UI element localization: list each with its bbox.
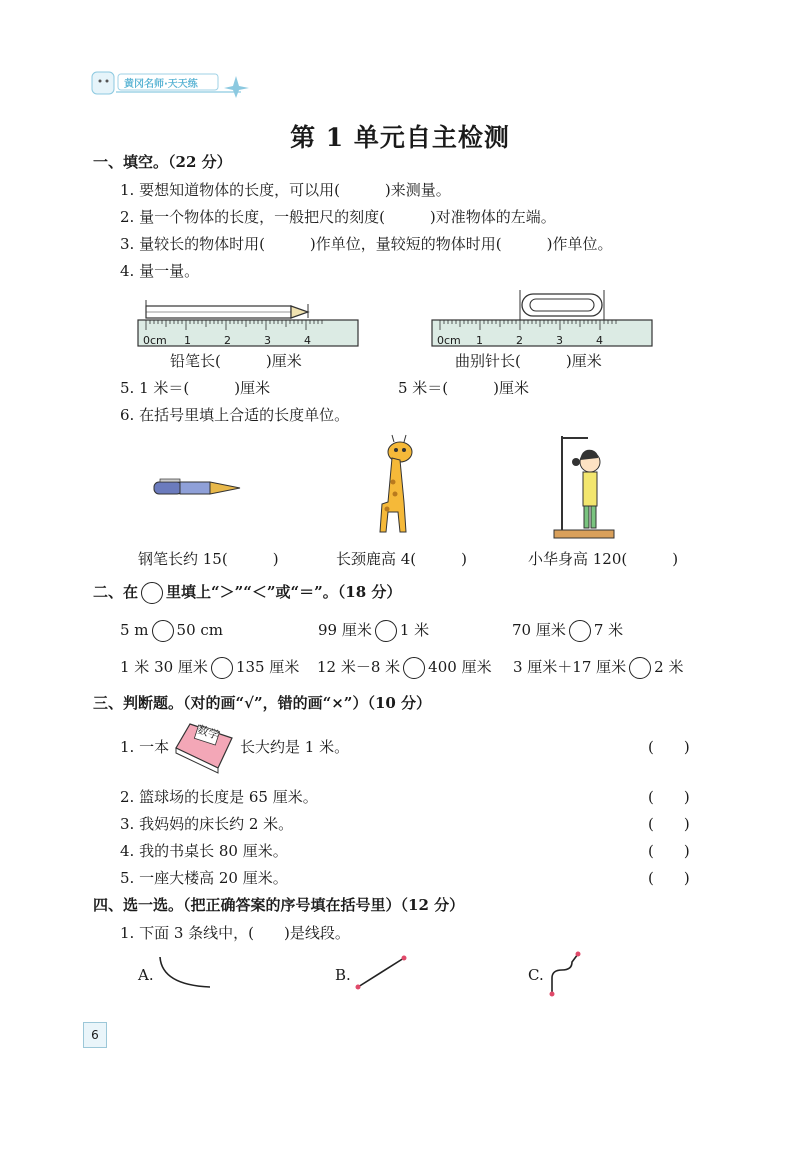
girl-measuring-icon (548, 432, 618, 544)
ruler1-tick-4: 4 (304, 334, 311, 347)
answer-paren-4[interactable]: ( ) (648, 842, 690, 860)
ruler-2 (432, 320, 652, 346)
ruler-pencil-figure (136, 300, 366, 352)
ruler1-tick-0: 0cm (143, 334, 167, 347)
answer-paren-3[interactable]: ( ) (648, 815, 690, 833)
section1-heading: 一、填空。（22 分） (93, 153, 232, 171)
q1-1: 1. 要想知道物体的长度，可以用( )来测量。 (120, 181, 451, 199)
pencil-icon (146, 300, 308, 318)
q1-6: 6. 在括号里填上合适的长度单位。 (120, 406, 350, 424)
ruler-clip-figure (430, 290, 660, 352)
q1-6c: 小华身高 120( ) (528, 550, 679, 568)
brand-name: 黄冈名师·天天练 (124, 79, 198, 90)
ruler1-caption: 铅笔长( )厘米 (170, 352, 302, 370)
ruler2-tick-3: 3 (556, 334, 563, 347)
answer-paren-1[interactable]: ( ) (648, 738, 690, 756)
answer-paren-5[interactable]: ( ) (648, 869, 690, 887)
q1-5b: 5 米＝( )厘米 (398, 379, 530, 397)
math-book-label: 数学 (195, 722, 221, 743)
compare-item: 99 厘米 1 米 (318, 620, 429, 642)
segment-line-icon (352, 952, 412, 992)
answer-paren-2[interactable]: ( ) (648, 788, 690, 806)
q1-3: 3. 量较长的物体时用( )作单位，量较短的物体时用( )作单位。 (120, 235, 613, 253)
compare-circle[interactable] (569, 620, 591, 642)
q1-2: 2. 量一个物体的长度，一般把尺的刻度( )对准物体的左端。 (120, 208, 556, 226)
section4-heading: 四、选一选。（把正确答案的序号填在括号里）（12 分） (93, 896, 465, 914)
q3-5: 5. 一座大楼高 20 厘米。 (120, 869, 288, 887)
ruler2-caption: 曲别针长( )厘米 (455, 352, 602, 370)
compare-circle[interactable] (211, 657, 233, 679)
paper-clip-icon (520, 290, 604, 320)
compare-item: 3 厘米＋17 厘米 2 米 (513, 657, 683, 679)
compare-item: 1 米 30 厘米 135 厘米 (120, 657, 299, 679)
ruler1-tick-1: 1 (184, 334, 191, 347)
option-b-label: B. (335, 966, 351, 984)
q3-4: 4. 我的书桌长 80 厘米。 (120, 842, 288, 860)
ruler2-tick-2: 2 (516, 334, 523, 347)
wavy-line-icon (542, 948, 592, 1000)
ruler1-tick-3: 3 (264, 334, 271, 347)
section3-heading: 三、判断题。（对的画“√”，错的画“×”）（10 分） (93, 694, 432, 712)
section2-heading-post: 里填上“＞”“＜”或“＝”。（18 分） (166, 583, 402, 601)
q3-1-post: 长大约是 1 米。 (240, 738, 350, 756)
ruler2-tick-0: 0cm (437, 334, 461, 347)
ruler2-tick-1: 1 (476, 334, 483, 347)
q3-2: 2. 篮球场的长度是 65 厘米。 (120, 788, 318, 806)
compare-circle[interactable] (152, 620, 174, 642)
compare-item: 70 厘米 7 米 (512, 620, 623, 642)
compare-circle[interactable] (375, 620, 397, 642)
option-a-label: A. (138, 966, 154, 984)
page-title: 第 1 单元自主检测 (290, 123, 510, 152)
q1-6b: 长颈鹿高 4( ) (336, 550, 468, 568)
section2-heading-pre: 二、在 (93, 583, 139, 601)
compare-circle[interactable] (629, 657, 651, 679)
giraffe-icon (360, 432, 420, 544)
option-c-label: C. (528, 966, 544, 984)
q3-3: 3. 我妈妈的床长约 2 米。 (120, 815, 294, 833)
ruler2-tick-4: 4 (596, 334, 603, 347)
q4-1: 1. 下面 3 条线中，( )是线段。 (120, 924, 350, 942)
ruler1-tick-2: 2 (224, 334, 231, 347)
ruler-1 (138, 320, 358, 346)
compare-circle-sample (141, 582, 163, 604)
q1-4: 4. 量一量。 (120, 262, 200, 280)
q1-5a: 5. 1 米＝( )厘米 (120, 379, 271, 397)
q3-1-pre: 1. 一本 (120, 738, 170, 756)
page-number: 6 (83, 1022, 107, 1048)
pen-icon (150, 476, 245, 500)
q1-6a: 钢笔长约 15( ) (138, 550, 279, 568)
section2-heading (93, 582, 401, 604)
compare-circle[interactable] (403, 657, 425, 679)
compare-item: 12 米－8 米 400 厘米 (317, 657, 492, 679)
curve-line-icon (156, 955, 216, 995)
compare-item: 5 m 50 cm (120, 620, 223, 642)
